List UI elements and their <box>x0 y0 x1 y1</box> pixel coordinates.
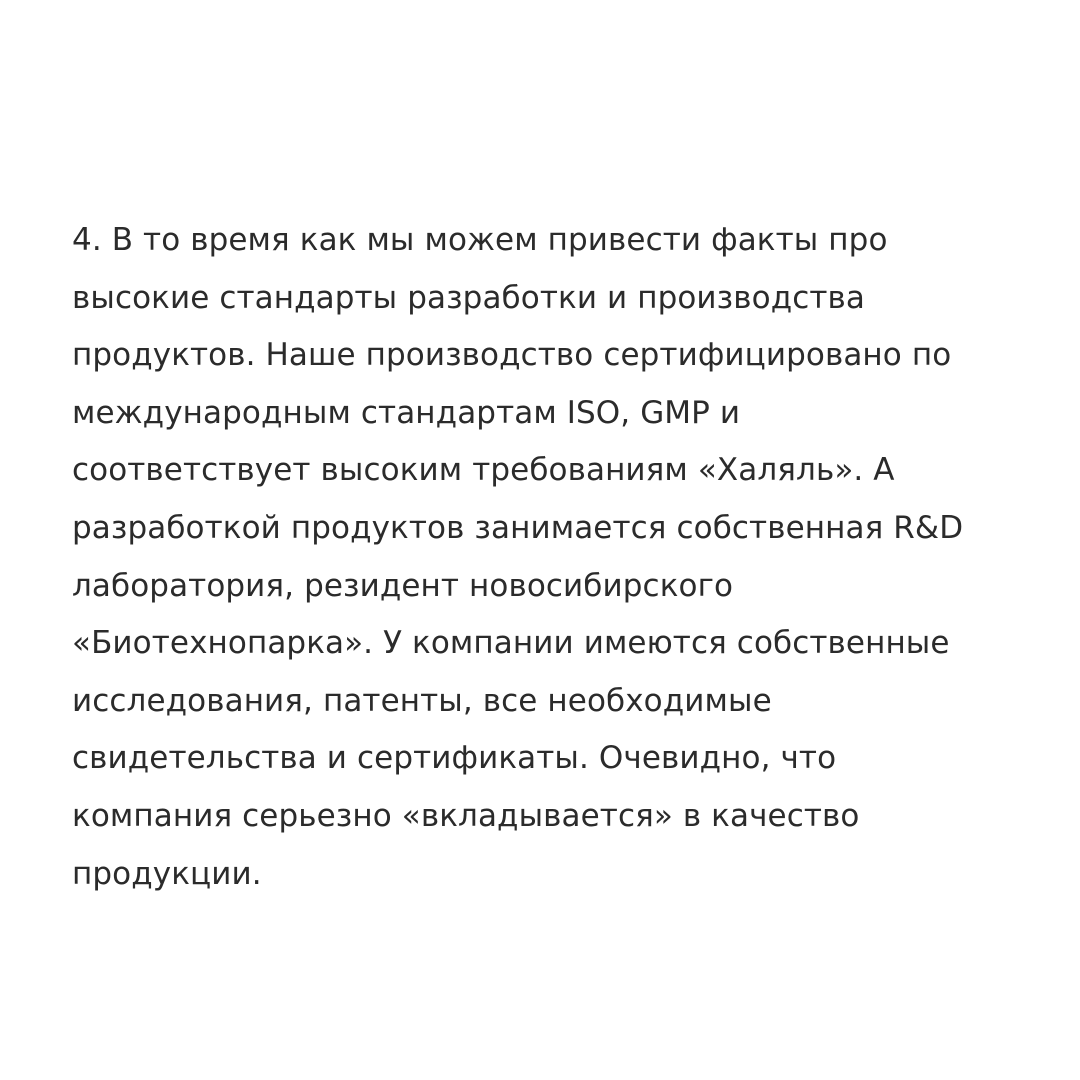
paragraph-line: 4. В то время как мы можем привести факты про <box>72 222 888 258</box>
paragraph-line: свидетельства и сертификаты. Очевидно, что <box>72 740 837 777</box>
paragraph-line: исследования, патенты, все необходимые <box>72 682 772 719</box>
paragraph <box>72 212 1062 903</box>
paragraph-line: международным стандартам ISO, GMP и <box>72 394 741 431</box>
paragraph-line: компания серьезно «вкладывается» в качество <box>72 797 860 834</box>
paragraph-line: «Биотехнопарка». У компании имеются собственные <box>72 625 950 662</box>
paragraph-line: высокие стандарты разработки и производства <box>72 279 865 316</box>
paragraph-line: разработкой продуктов занимается собственная R&D <box>72 509 964 546</box>
paragraph-line: соответствует высоким требованиям «Халяль». А <box>72 452 895 489</box>
paragraph-line: продукции. <box>72 855 262 892</box>
paragraph-line: продуктов. Наше производство сертифицировано по <box>72 337 952 374</box>
paragraph-line: лаборатория, резидент новосибирского <box>72 567 734 604</box>
